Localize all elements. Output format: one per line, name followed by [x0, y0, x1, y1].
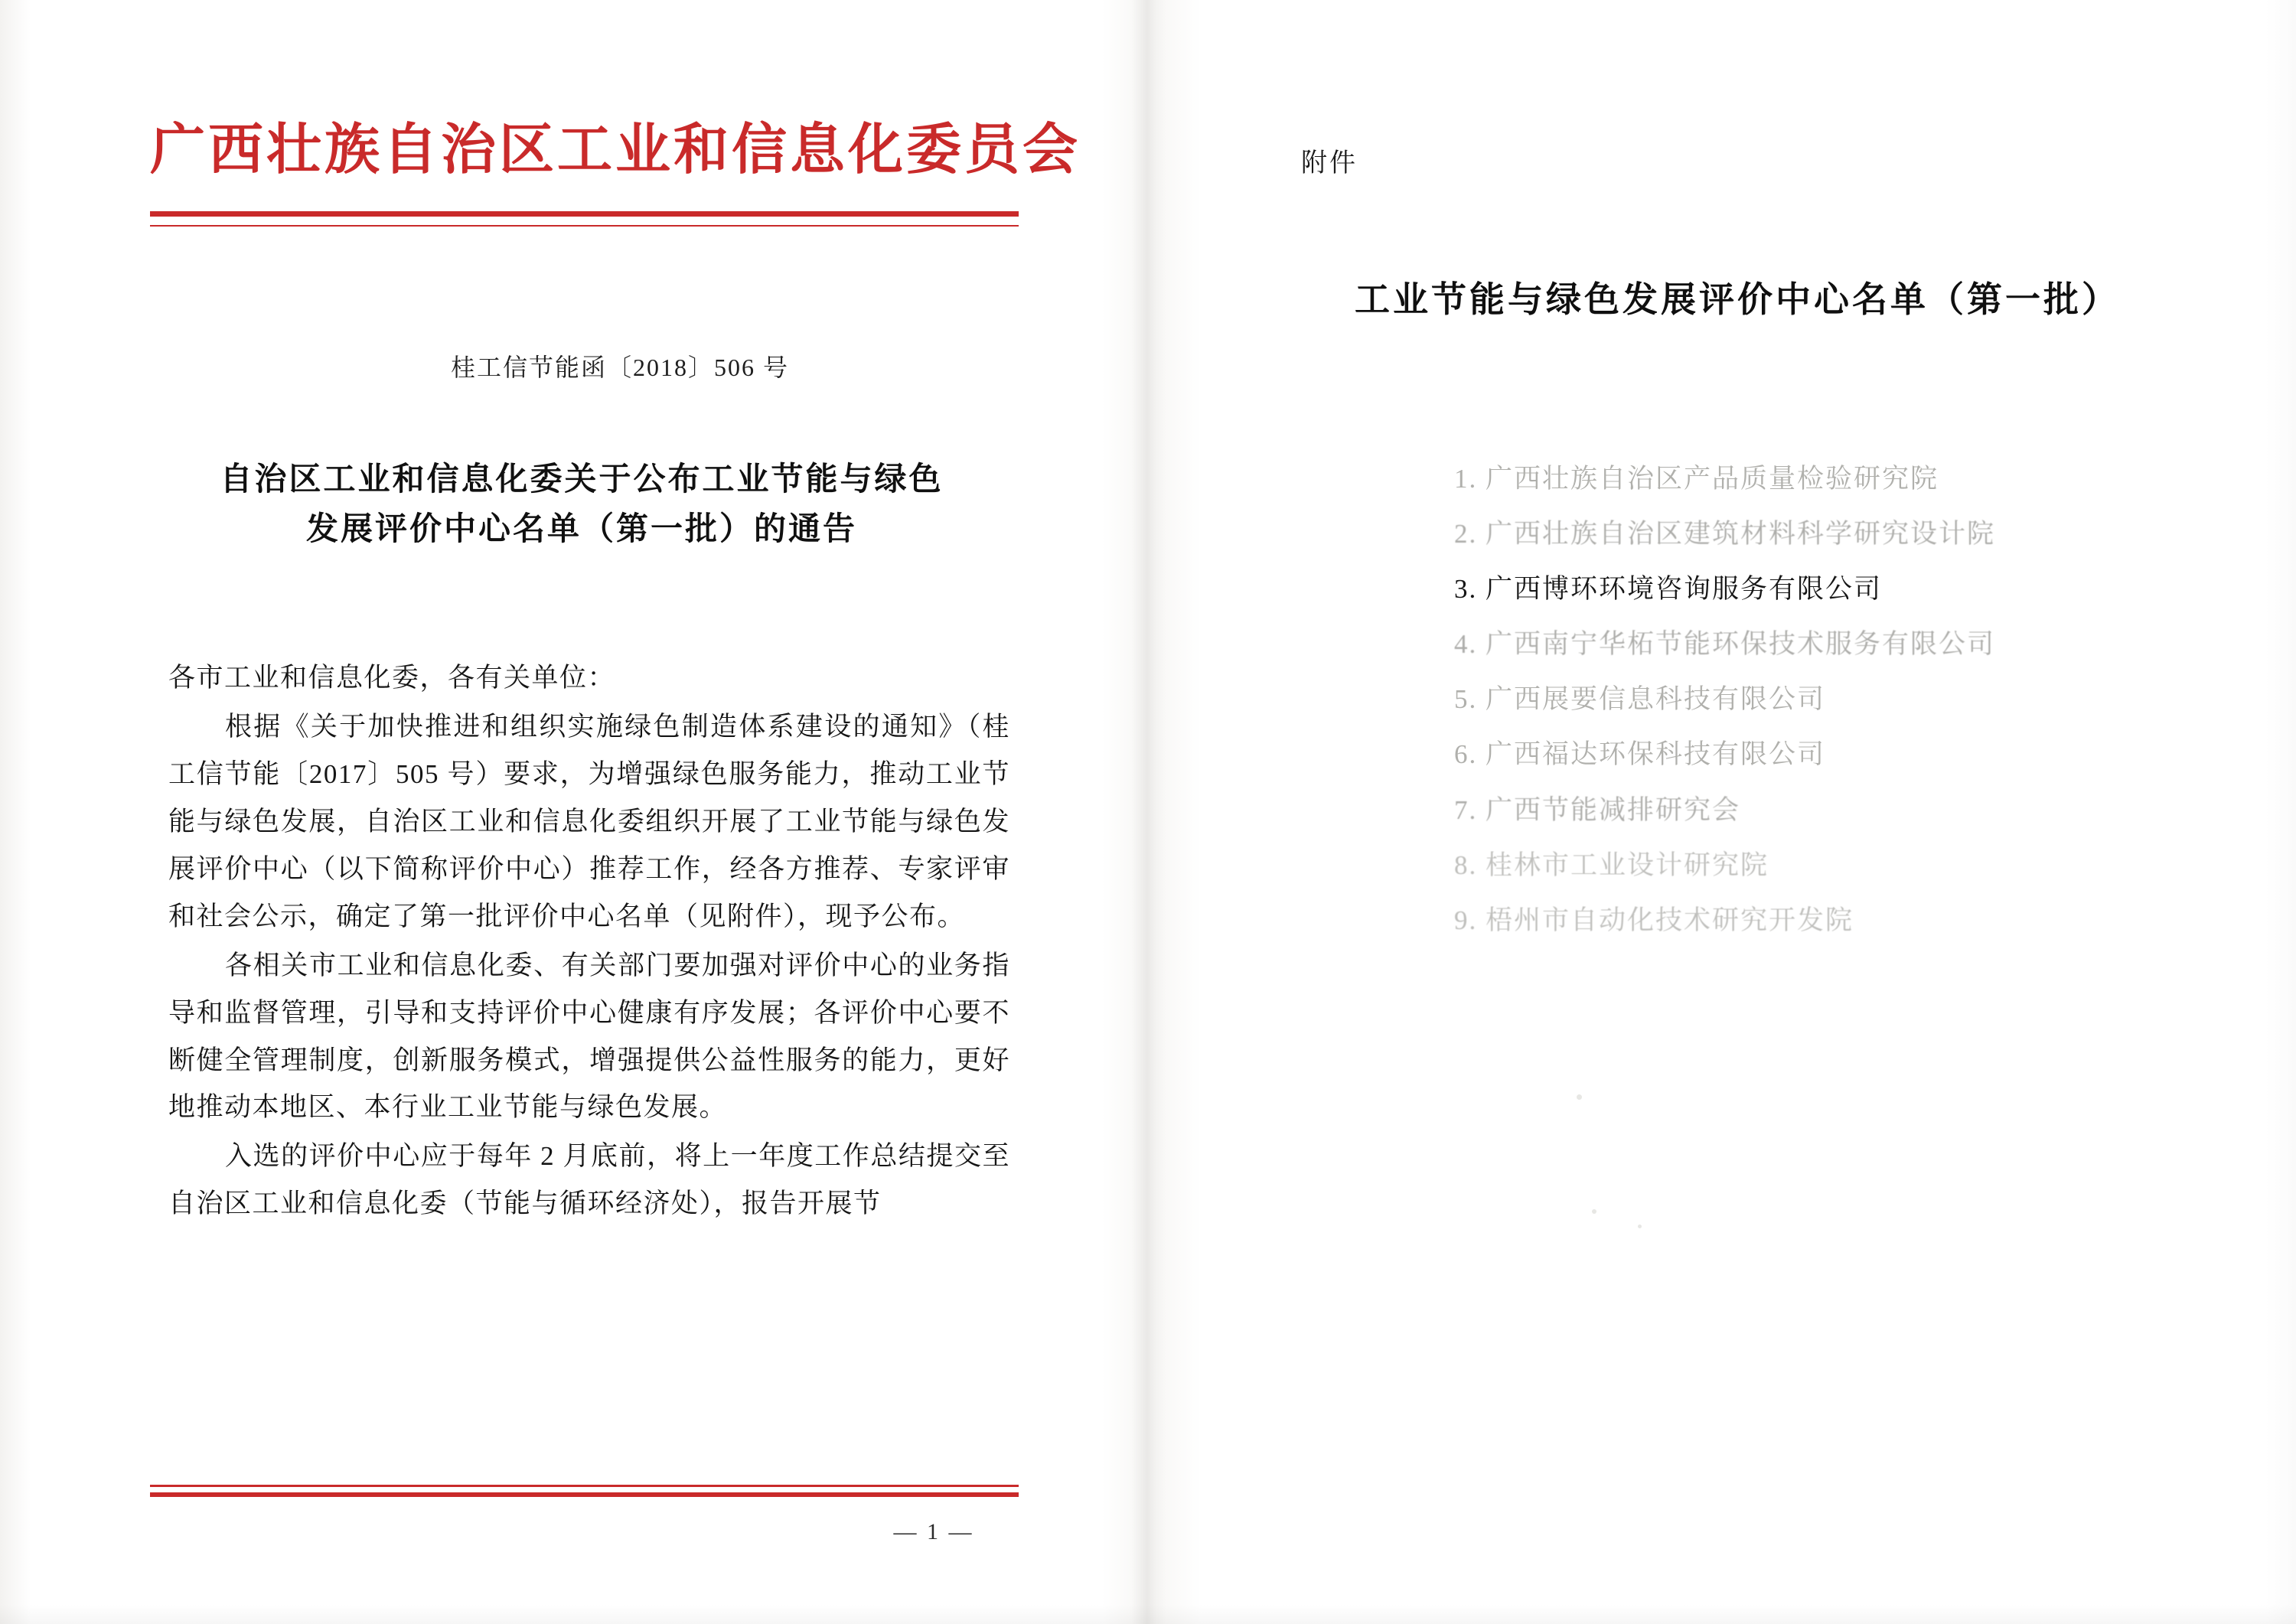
letterhead-rule-thick: [150, 211, 1019, 217]
page-number: — 1 —: [893, 1519, 974, 1544]
scan-speck: [1592, 1209, 1596, 1214]
list-item: 1. 广西壮族自治区产品质量检验研究院: [1454, 464, 1939, 494]
list-item: 2. 广西壮族自治区建筑材料科学研究设计院: [1454, 519, 1996, 549]
attachment-label: 附件: [1301, 149, 1358, 178]
body-paragraph-2: 各相关市工业和信息化委、有关部门要加强对评价中心的业务指导和监督管理，引导和支持评价中心健康有序发展；各评价中心要不断健全管理制度，创新服务模式，增强提供公益性服务的能力，更好地推动本地区、本行业工业节能与绿色发展。: [168, 950, 1010, 1123]
document-number: 桂工信节能函〔2018〕506 号: [450, 354, 789, 381]
footer-rule-thick: [150, 1492, 1019, 1497]
footer-rule-thin: [150, 1485, 1019, 1487]
letterhead-title: 广西壮族自治区工业和信息化委员会: [150, 119, 1081, 181]
scan-speck: [1638, 1225, 1642, 1228]
attachment-list: [1454, 452, 2189, 948]
list-item: 9. 梧州市自动化技术研究开发院: [1454, 905, 1854, 935]
scan-speck: [1577, 1094, 1582, 1100]
document-body: [168, 654, 1010, 1229]
document-page-right: [1148, 0, 2296, 1624]
list-item: 7. 广西节能减排研究会: [1454, 794, 1741, 825]
document-title-line-1: 自治区工业和信息化委关于公布工业节能与绿色: [220, 462, 944, 497]
attachment-title: 工业节能与绿色发展评价中心名单（第一批）: [1355, 280, 2120, 319]
document-title-line-2: 发展评价中心名单（第一批）的通告: [305, 512, 857, 548]
body-paragraph-3: 入选的评价中心应于每年 2 月底前，将上一年度工作总结提交至自治区工业和信息化委（节能与循环经济处），报告开展节: [168, 1141, 1010, 1219]
list-item: 8. 桂林市工业设计研究院: [1454, 850, 1769, 880]
list-item: 5. 广西展要信息科技有限公司: [1454, 684, 1826, 715]
list-item: 4. 广西南宁华柘节能环保技术服务有限公司: [1454, 629, 1996, 660]
list-item: 6. 广西福达环保科技有限公司: [1454, 739, 1826, 770]
letterhead-rule-thin: [150, 225, 1019, 227]
body-paragraph-1: 根据《关于加快推进和组织实施绿色制造体系建设的通知》（桂工信节能〔2017〕505 号）要求，为增强绿色服务能力，推动工业节能与绿色发展，自治区工业和信息化委组织开展了工业节能与绿色发展评价中心（以下简称评价中心）推荐工作，经各方推荐、专家评审和社会公示，确定了第一批评价中心名单（见附件），现予公布。: [168, 711, 1010, 931]
document-title: [176, 455, 987, 555]
letterhead: [150, 119, 1081, 181]
salutation: 各市工业和信息化委，各有关单位：: [168, 663, 616, 693]
list-item: 3. 广西博环环境咨询服务有限公司: [1454, 574, 1883, 605]
